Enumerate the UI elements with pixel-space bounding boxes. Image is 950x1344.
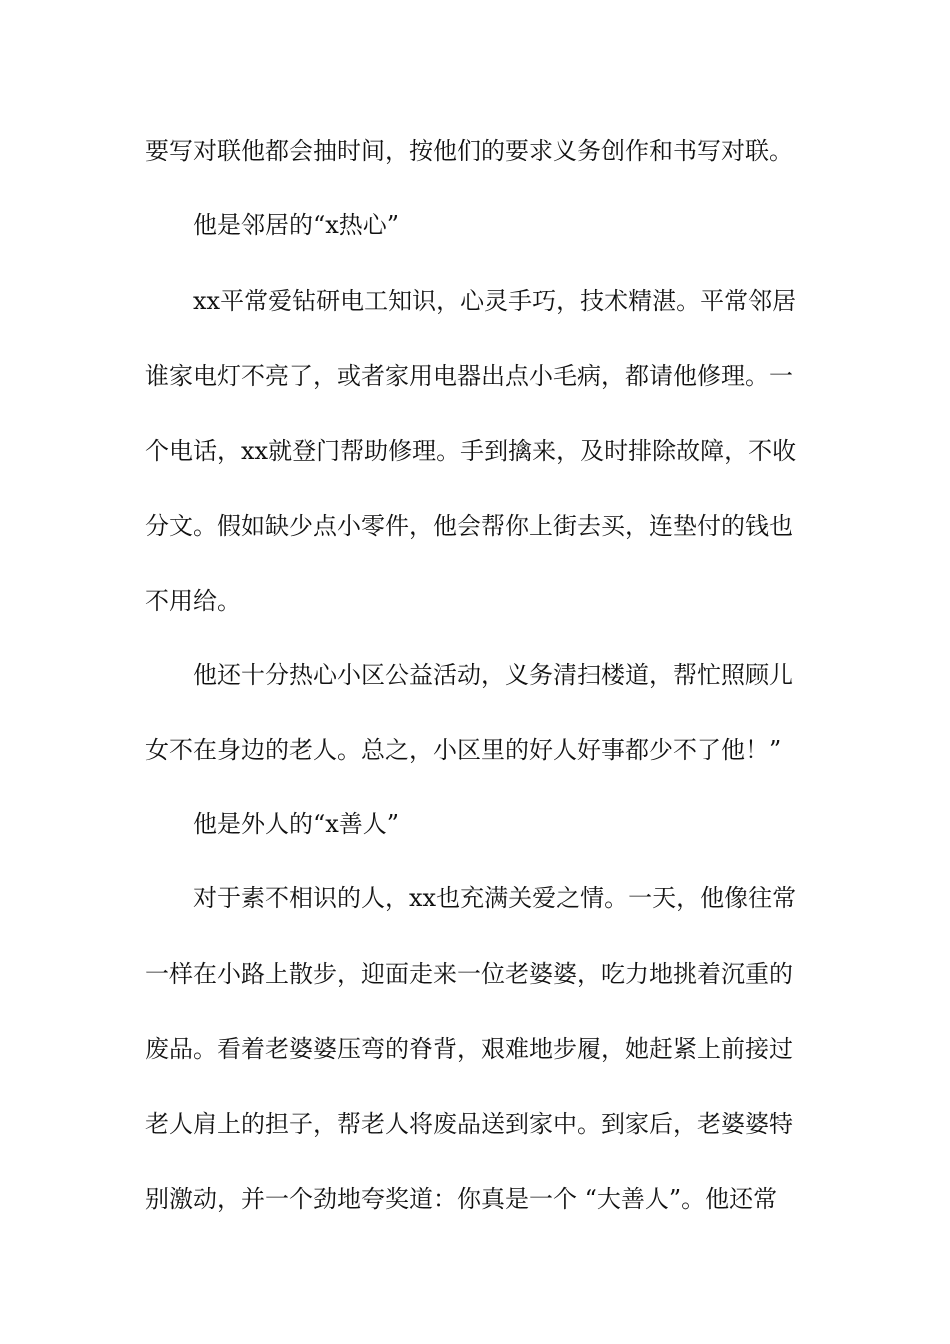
paragraph-line: 不用给。 [145,587,241,615]
paragraph-line: 分文。假如缺少点小零件，他会帮你上街去买，连垫付的钱也 [145,512,793,540]
paragraph-line: 老人肩上的担子，帮老人将废品送到家中。到家后，老婆婆特 [145,1110,793,1138]
paragraph-line: 废品。看着老婆婆压弯的脊背，艰难地步履，她赶紧上前接过 [145,1035,793,1063]
paragraph-line: 对于素不相识的人，xx也充满关爱之情。一天，他像往常 [193,884,797,912]
paragraph-line: xx平常爱钻研电工知识，心灵手巧，技术精湛。平常邻居 [193,287,797,315]
paragraph-line: 一样在小路上散步，迎面走来一位老婆婆，吃力地挑着沉重的 [145,960,793,988]
paragraph-line: 别激动，并一个劲地夸奖道：你真是一个 “大善人”。他还常 [145,1185,778,1213]
section-heading: 他是外人的“x善人” [193,810,400,838]
paragraph-line: 个电话，xx就登门帮助修理。手到擒来，及时排除故障，不收 [145,437,797,465]
section-heading: 他是邻居的“x热心” [193,211,400,239]
paragraph-line: 他还十分热心小区公益活动，义务清扫楼道，帮忙照顾儿 [193,661,793,689]
paragraph-line: 女不在身边的老人。总之，小区里的好人好事都少不了他！” [145,736,782,764]
paragraph-line: 谁家电灯不亮了，或者家用电器出点小毛病，都请他修理。一 [145,362,793,390]
paragraph-line: 要写对联他都会抽时间，按他们的要求义务创作和书写对联。 [145,137,793,165]
